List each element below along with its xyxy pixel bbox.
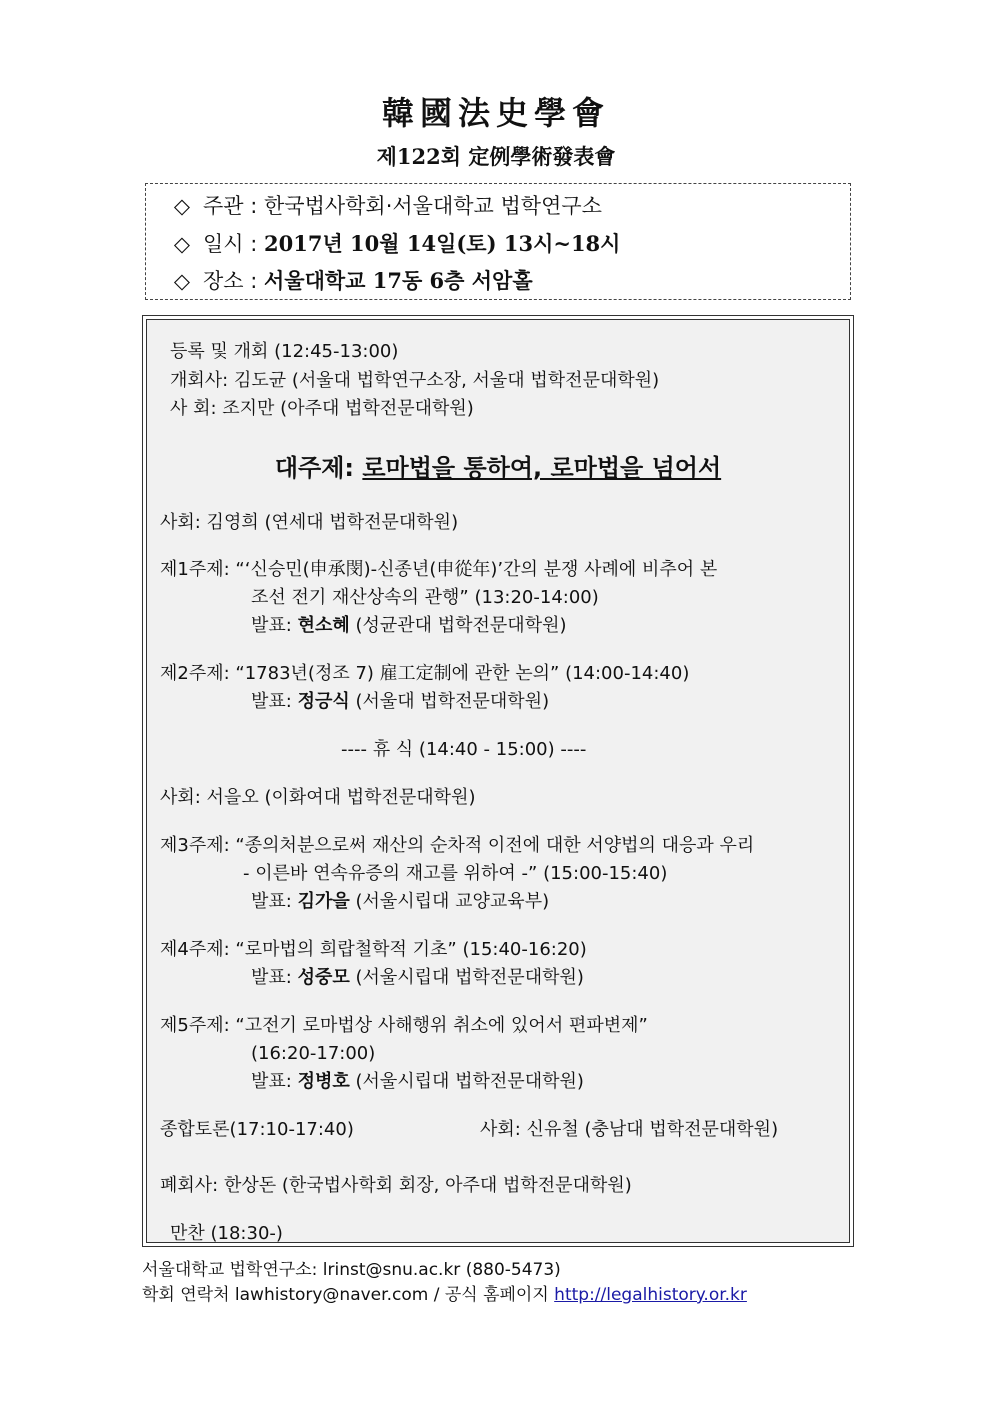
discussion-line: 종합토론(17:10-17:40) [160,1119,354,1140]
footer-institute-contact: 서울대학교 법학연구소: lrinst@snu.ac.kr (880-5473) [142,1260,561,1280]
footer-society-contact [142,1280,747,1305]
topic2-presenter-name: 정긍식 [297,691,350,712]
topic5-title-line1: 제5주제: “고전기 로마법상 사해행위 취소에 있어서 편파변제” [160,1015,648,1036]
footer-contact-text: 학회 연락처 lawhistory@naver.com / 공식 홈페이지 [142,1285,555,1305]
program-content [146,319,850,1243]
closing-speech-line: 폐회사: 한상돈 (한국법사학회 회장, 아주대 법학전문대학원) [160,1175,632,1196]
topic3-presenter-name: 김가을 [297,891,350,912]
event-subtitle: 제122회 定例學術發表會 [376,144,616,169]
topic5-presenter-line [251,1070,584,1094]
main-theme-label: 대주제: [274,454,363,482]
topic3-presenter-line [251,890,549,914]
topic2-presenter-line [251,690,549,714]
topic1-presenter-line [251,614,567,638]
topic4-affiliation: (서울시립대 법학전문대학원) [349,967,584,988]
topic3-title-line1: 제3주제: “종의처분으로써 재산의 순차적 이전에 대한 서양법의 대응과 우리 [160,835,755,856]
topic5-presenter-name: 정병호 [297,1071,350,1092]
main-theme [147,448,849,483]
diamond-icon: ◇ [173,194,191,218]
session1-chair: 사회: 김영희 (연세대 법학전문대학원) [160,512,459,533]
program-box [142,315,854,1247]
topic4-title-line1: 제4주제: “로마법의 희랍철학적 기초” (15:40-16:20) [160,939,587,960]
date-value: 2017년 10월 14일(토) 13시~18시 [264,231,621,256]
session2-chair: 사회: 서을오 (이화여대 법학전문대학원) [160,787,476,808]
mc-line: 사 회: 조지만 (아주대 법학전문대학원) [170,398,474,419]
date-label: 일시 : [203,232,264,256]
presenter-label: 발표: [251,615,298,636]
diamond-icon: ◇ [173,269,191,293]
presenter-label: 발표: [251,967,298,988]
homepage-link[interactable]: http://legalhistory.or.kr [554,1285,747,1305]
society-title: 韓國法史學會 [381,94,610,132]
topic2-title-line1: 제2주제: “1783년(정조 7) 雇工定制에 관한 논의” (14:00-14:40) [160,663,690,684]
place-value: 서울대학교 17동 6층 서암홀 [264,268,533,293]
topic1-title-line1: 제1주제: “‘신승민(申承閔)-신종년(申從年)’간의 분쟁 사례에 비추어 본 [160,559,718,580]
registration-line: 등록 및 개회 (12:45-13:00) [170,341,399,362]
date-row [171,228,620,258]
topic4-presenter-name: 성중모 [297,967,350,988]
host-row [171,190,602,220]
topic1-affiliation: (성균관대 법학전문대학원) [349,615,567,636]
presenter-label: 발표: [251,1071,298,1092]
presenter-label: 발표: [251,691,298,712]
topic3-title-line2: - 이른바 연속유증의 재고를 위하여 -” (15:00-15:40) [243,863,668,884]
diamond-icon: ◇ [173,232,191,256]
opening-speech-line: 개회사: 김도균 (서울대 법학연구소장, 서울대 법학전문대학원) [170,370,660,391]
event-info-box [145,183,851,300]
topic4-presenter-line [251,966,584,990]
topic3-affiliation: (서울시립대 교양교육부) [349,891,550,912]
host-value: 한국법사학회·서울대학교 법학연구소 [264,194,602,218]
break-line: ---- 휴 식 (14:40 - 15:00) ---- [341,739,587,760]
topic5-title-line2: (16:20-17:00) [251,1043,376,1064]
topic5-affiliation: (서울시립대 법학전문대학원) [349,1071,584,1092]
place-label: 장소 : [203,269,264,293]
topic2-affiliation: (서울대 법학전문대학원) [349,691,550,712]
discussion-chair: 사회: 신유철 (충남대 법학전문대학원) [480,1119,779,1140]
presenter-label: 발표: [251,891,298,912]
dinner-line: 만찬 (18:30-) [170,1223,283,1244]
main-theme-title: 로마법을 통하여, 로마법을 넘어서 [362,454,722,482]
host-label: 주관 : [203,194,264,218]
place-row [171,265,533,295]
topic1-title-line2: 조선 전기 재산상속의 관행” (13:20-14:00) [251,587,599,608]
topic1-presenter-name: 현소혜 [297,615,350,636]
